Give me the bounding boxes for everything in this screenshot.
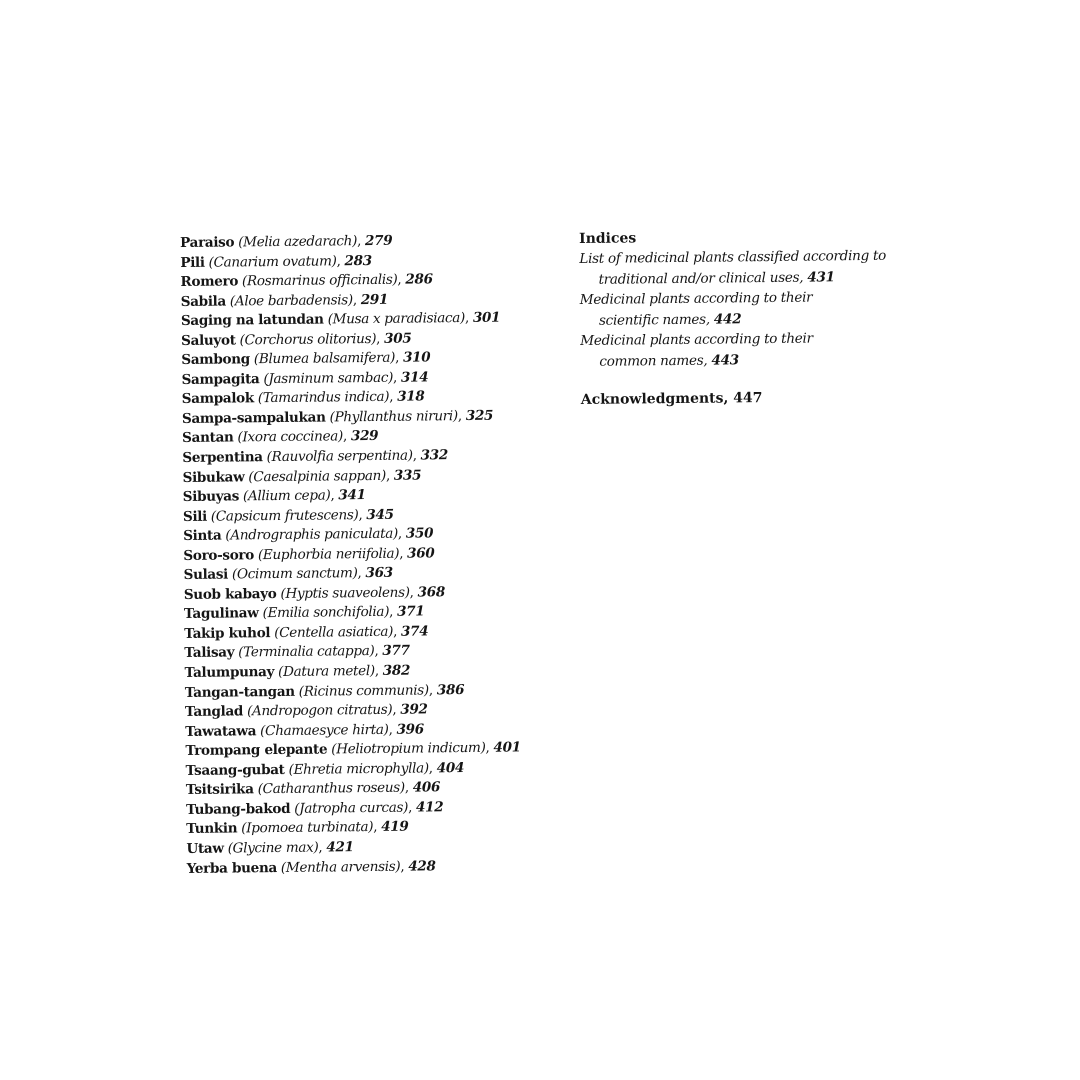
index-item <box>580 327 940 372</box>
common-name: Talumpunay <box>184 664 275 682</box>
scientific-name: Allium cepa <box>247 487 326 505</box>
page-number: 345 <box>366 506 394 523</box>
scientific-name: Capsicum frutescens <box>215 506 354 525</box>
common-name: Takip kuhol <box>184 625 271 642</box>
plant-entry: Sampa-sampalukan (Phyllanthus niruri), 325 <box>181 407 494 427</box>
plant-entry: Santan (Ixora coccinea), 329 <box>182 428 379 447</box>
index-item <box>580 286 940 331</box>
plant-entry: Tanglad (Andropogon citratus), 392 <box>184 701 428 721</box>
scientific-name: Aloe barbadensis <box>234 291 348 310</box>
page-number: 318 <box>397 388 425 406</box>
plant-entry: Sulasi (Ocimum sanctum), 363 <box>183 565 393 584</box>
plant-entry: Sinta (Andrographis paniculata), 350 <box>183 525 434 545</box>
scientific-name: Canarium ovatum <box>213 252 332 271</box>
common-name: Romero <box>180 273 239 291</box>
scientific-name: Andrographis paniculata <box>230 525 394 544</box>
plant-entry: Sambong (Blumea balsamifera), 310 <box>181 349 431 369</box>
plant-entry: Romero (Rosmarinus officinalis), 286 <box>180 271 433 291</box>
common-name: Tagulinaw <box>183 605 259 623</box>
page-number: 382 <box>382 662 411 679</box>
page-number: 421 <box>326 839 354 856</box>
scientific-name: Tamarindus indica <box>262 389 385 407</box>
plant-entry: Sili (Capsicum frutescens), 345 <box>182 506 394 525</box>
page-number: 442 <box>713 310 742 328</box>
index-item-subtitle: traditional and/or clinical uses, <box>598 269 804 288</box>
common-name: Sibuyas <box>182 488 240 506</box>
common-name: Tawatawa <box>185 722 257 740</box>
scientific-name: Melia azedarach <box>243 233 353 251</box>
scientific-name: Ixora coccinea <box>242 428 339 446</box>
plant-entry: Yerba buena (Mentha arvensis), 428 <box>186 857 436 877</box>
acknowledgments-label: Acknowledgments, <box>580 390 729 408</box>
scientific-name: Emilia sonchifolia <box>267 604 385 622</box>
page-number: 386 <box>436 681 465 698</box>
scientific-name: Phyllanthus niruri <box>334 408 453 426</box>
page-number: 305 <box>384 330 412 347</box>
scientific-name: Rauvolfia serpentina <box>271 447 408 466</box>
common-name: Santan <box>182 429 234 447</box>
scientific-name: Corchorus olitorius <box>244 330 372 349</box>
common-name: Paraiso <box>180 234 235 251</box>
plant-entry: Sampalok (Tamarindus indica), 318 <box>181 388 425 408</box>
page-number: 404 <box>436 759 465 777</box>
common-name: Sambong <box>181 351 250 369</box>
plant-entry: Takip kuhol (Centella asiatica), 374 <box>184 623 429 642</box>
page-number: 406 <box>412 779 441 796</box>
scientific-name: Chamaesyce hirta <box>265 721 384 739</box>
plant-entry: Talisay (Terminalia catappa), 377 <box>184 643 410 662</box>
common-name: Tangan-tangan <box>184 683 295 701</box>
scientific-name: Musa x paradisiaca <box>332 310 461 328</box>
scientific-name: Rosmarinus officinalis <box>246 271 393 290</box>
scientific-name: Catharanthus roseus <box>262 780 400 798</box>
page-number: 396 <box>396 721 424 738</box>
page-number: 374 <box>400 623 429 640</box>
page-number: 443 <box>711 351 740 369</box>
page-number: 283 <box>344 252 372 269</box>
page-number: 279 <box>364 232 393 250</box>
common-name: Yerba buena <box>186 859 277 877</box>
plant-entry: Trompang elepante (Heliotropium indicum), 401 <box>185 739 521 760</box>
plant-entry: Saluyot (Corchorus olitorius), 305 <box>181 330 412 349</box>
page-number: 368 <box>417 584 445 601</box>
scientific-name: Terminalia catappa <box>243 643 370 661</box>
plant-entry: Tagulinaw (Emilia sonchifolia), 371 <box>183 603 425 623</box>
plant-entry: Sibukaw (Caesalpinia sappan), 335 <box>182 467 422 486</box>
plant-entry: Talumpunay (Datura metel), 382 <box>184 662 411 682</box>
common-name: Utaw <box>186 840 224 857</box>
plant-entry-list <box>180 230 547 879</box>
common-name: Talisay <box>184 644 235 662</box>
plant-entry: Serpentina (Rauvolfia serpentina), 332 <box>182 447 449 467</box>
index-item-subtitle: scientific names, <box>598 311 710 329</box>
page-number: 310 <box>402 349 431 366</box>
index-item-title: Medicinal plants according to their <box>579 289 813 308</box>
scientific-name: Glycine max <box>232 839 314 857</box>
index-item-subtitle: common names, <box>599 352 708 370</box>
page-number: 363 <box>365 565 393 582</box>
common-name: Tunkin <box>186 820 238 838</box>
plant-entry: Saging na latundan (Musa x paradisiaca), 301 <box>180 309 501 330</box>
scientific-name: Heliotropium indicum <box>336 740 481 758</box>
scientific-name: Jasminum sambac <box>268 369 389 387</box>
common-name: Sulasi <box>183 566 229 584</box>
page-number: 431 <box>807 268 835 286</box>
page-number: 419 <box>381 819 409 836</box>
scientific-name: Euphorbia neriifolia <box>262 545 395 563</box>
indices-heading: Indices <box>579 230 637 247</box>
common-name: Trompang elepante <box>185 741 328 760</box>
common-name: Tubang-bakod <box>185 800 291 818</box>
scientific-name: Jatropha curcas <box>299 799 404 817</box>
plant-entry: Tawatawa (Chamaesyce hirta), 396 <box>185 721 424 740</box>
page-number: 428 <box>408 857 436 875</box>
page-number: 332 <box>420 447 449 464</box>
scientific-name: Mentha arvensis <box>285 858 396 876</box>
plant-entry: Sibuyas (Allium cepa), 341 <box>182 487 366 506</box>
scientific-name: Ricinus communis <box>303 682 424 700</box>
page-number: 350 <box>405 525 434 542</box>
common-name: Sibukaw <box>182 468 245 486</box>
common-name: Suob kabayo <box>183 585 277 603</box>
common-name: Tsaang-gubat <box>185 761 285 779</box>
plant-entry: Tubang-bakod (Jatropha curcas), 412 <box>185 799 444 818</box>
scientific-name: Andropogon citratus <box>251 701 388 720</box>
common-name: Tanglad <box>184 703 244 721</box>
acknowledgments-entry <box>581 386 941 410</box>
plant-entry: Tsitsirika (Catharanthus roseus), 406 <box>185 779 441 799</box>
page-number: 392 <box>400 701 428 718</box>
page-number: 447 <box>733 390 763 407</box>
plant-entry: Sampagita (Jasminum sambac), 314 <box>181 369 429 388</box>
page-number: 291 <box>360 291 389 308</box>
page-number: 412 <box>415 799 444 816</box>
common-name: Sili <box>182 508 207 525</box>
plant-entry: Utaw (Glycine max), 421 <box>186 839 354 857</box>
scientific-name: Blumea balsamifera <box>258 350 391 368</box>
plant-entry: Pili (Canarium ovatum), 283 <box>180 252 372 271</box>
page-number: 377 <box>382 643 410 660</box>
plant-entry: Tsaang-gubat (Ehretia microphylla), 404 <box>185 759 465 779</box>
page-number: 335 <box>393 467 422 484</box>
page-number: 329 <box>350 428 379 445</box>
scientific-name: Centella asiatica <box>279 623 389 641</box>
common-name: Sampagita <box>181 371 260 388</box>
page-number: 401 <box>493 739 521 756</box>
common-name: Soro-soro <box>183 546 255 564</box>
page-number: 371 <box>396 603 425 621</box>
common-name: Sabila <box>180 293 226 310</box>
scientific-name: Caesalpinia sappan <box>253 467 382 485</box>
page-number: 360 <box>407 545 435 562</box>
plant-entry: Tangan-tangan (Ricinus communis), 386 <box>184 681 465 701</box>
index-item-title: List of medicinal plants classified according to <box>579 247 887 267</box>
plant-entry: Sabila (Aloe barbadensis), 291 <box>180 291 389 310</box>
common-name: Pili <box>180 254 205 271</box>
scientific-name: Hyptis suaveolens <box>285 584 405 602</box>
scientific-name: Ipomoea turbinata <box>246 819 369 837</box>
plant-entry: Soro-soro (Euphorbia neriifolia), 360 <box>183 545 435 564</box>
page-number: 341 <box>338 487 366 504</box>
index-item-title: Medicinal plants according to their <box>580 330 813 349</box>
scientific-name: Datura metel <box>283 663 370 680</box>
common-name: Sampalok <box>181 390 254 408</box>
index-item <box>579 245 939 290</box>
plant-entry: Paraiso (Melia azedarach), 279 <box>180 232 393 251</box>
common-name: Saluyot <box>181 332 236 349</box>
page-number: 325 <box>465 407 494 424</box>
plant-entry: Suob kabayo (Hyptis suaveolens), 368 <box>183 584 445 603</box>
common-name: Tsitsirika <box>185 781 254 799</box>
page-number: 314 <box>400 369 429 386</box>
common-name: Saging na latundan <box>180 311 324 330</box>
plant-entry: Tunkin (Ipomoea turbinata), 419 <box>186 819 409 838</box>
scientific-name: Ehretia microphylla <box>293 760 424 778</box>
scientific-name: Ocimum sanctum <box>236 565 353 583</box>
page-number: 301 <box>472 309 501 327</box>
common-name: Sampa-sampalukan <box>181 409 326 427</box>
page-number: 286 <box>405 271 433 288</box>
indices-section <box>579 225 941 410</box>
common-name: Sinta <box>183 527 222 545</box>
common-name: Serpentina <box>182 449 263 467</box>
